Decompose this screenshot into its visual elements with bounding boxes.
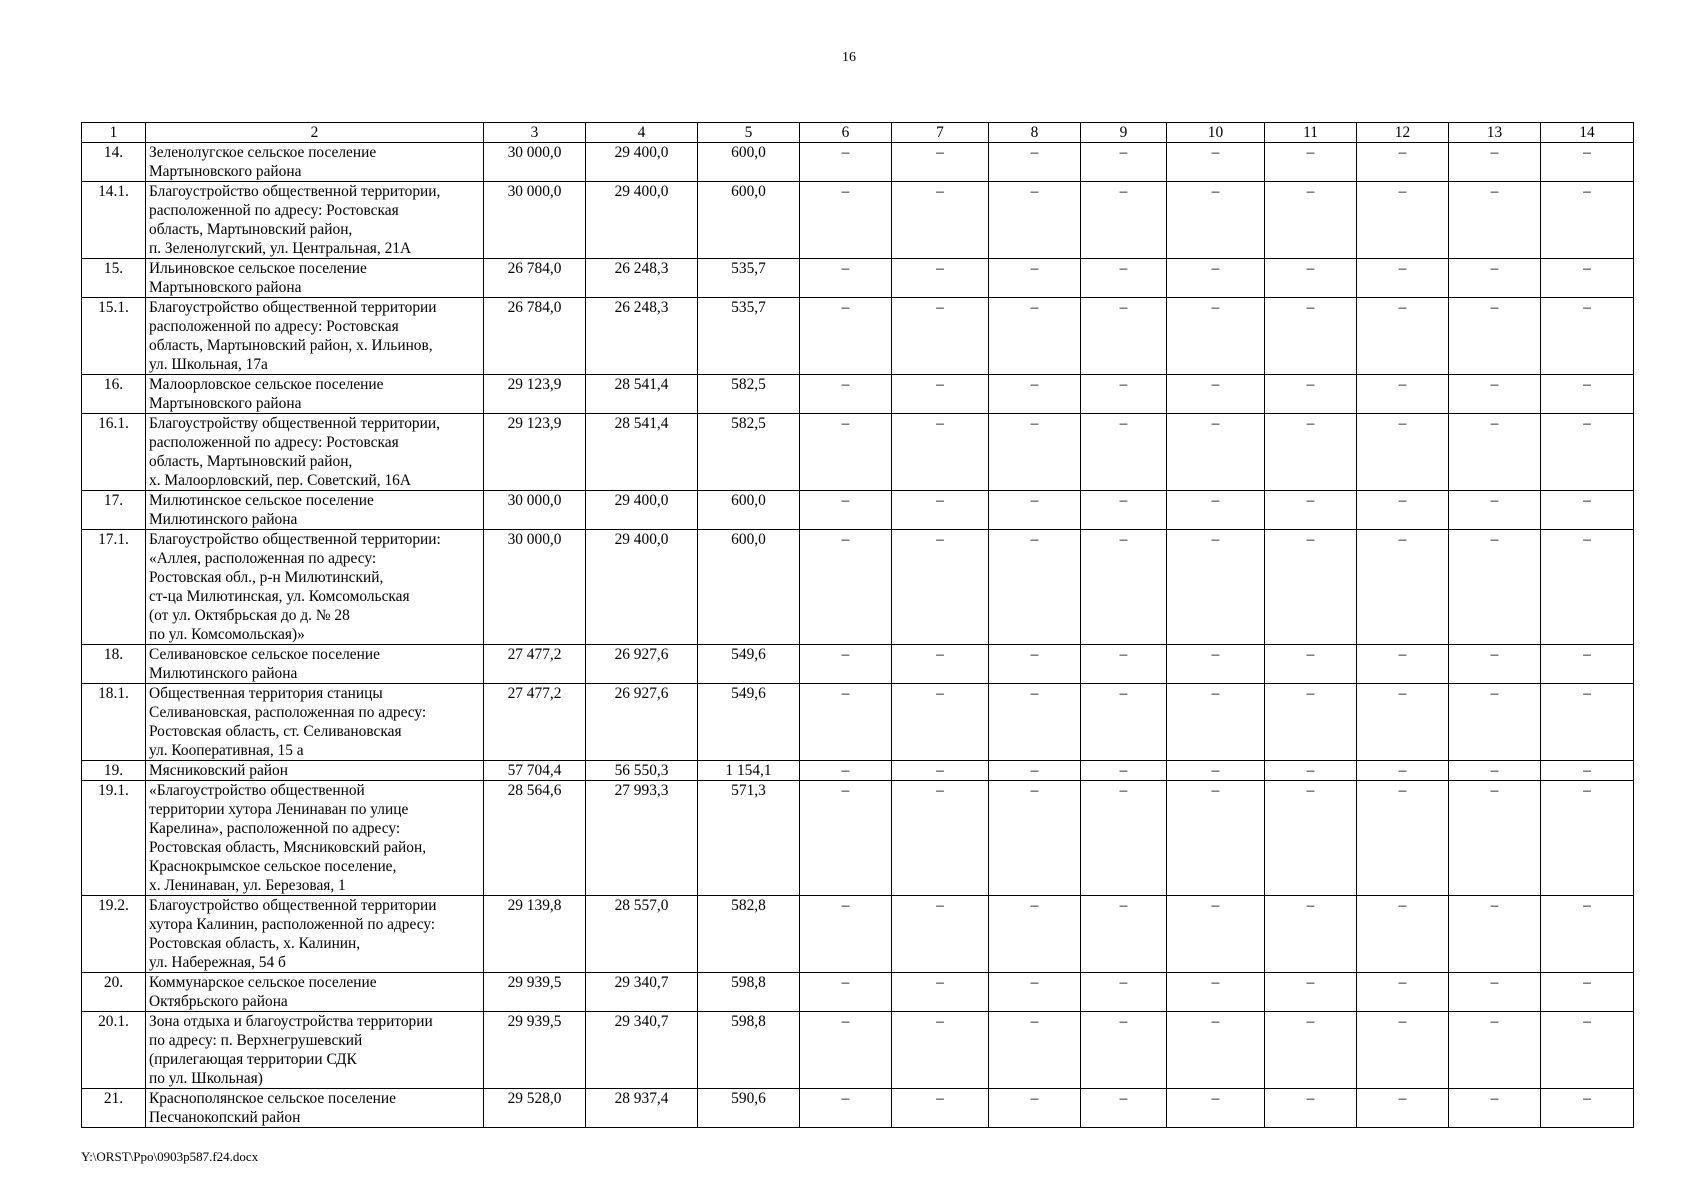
description-cell: «Благоустройство общественной территории хутора Ленинаван по улице Карелина», расположенной по адресу: Ростовская область, Мясниковский район, Краснокрымское сельское поселение, х. Ленинаван, ул. Березовая, 1 bbox=[146, 781, 484, 896]
column-header: 5 bbox=[698, 123, 800, 143]
empty-value-cell: – bbox=[1541, 1012, 1634, 1089]
empty-value-cell: – bbox=[892, 761, 989, 781]
empty-value-cell: – bbox=[1081, 1089, 1167, 1128]
amount-total-cell: 30 000,0 bbox=[484, 530, 586, 645]
amount-federal-cell: 26 927,6 bbox=[586, 645, 698, 684]
empty-value-cell: – bbox=[1167, 182, 1265, 259]
amount-total-cell: 29 939,5 bbox=[484, 1012, 586, 1089]
empty-value-cell: – bbox=[1167, 645, 1265, 684]
description-cell: Благоустройство общественной территории расположенной по адресу: Ростовская область, Мартыновский район, х. Ильинов, ул. Школьная, 17а bbox=[146, 298, 484, 375]
empty-value-cell: – bbox=[1449, 182, 1541, 259]
empty-value-cell: – bbox=[1265, 530, 1357, 645]
empty-value-cell: – bbox=[1081, 781, 1167, 896]
empty-value-cell: – bbox=[989, 973, 1081, 1012]
empty-value-cell: – bbox=[800, 973, 892, 1012]
empty-value-cell: – bbox=[1357, 761, 1449, 781]
empty-value-cell: – bbox=[1541, 259, 1634, 298]
empty-value-cell: – bbox=[800, 298, 892, 375]
empty-value-cell: – bbox=[1449, 491, 1541, 530]
empty-value-cell: – bbox=[1449, 414, 1541, 491]
column-header: 10 bbox=[1167, 123, 1265, 143]
column-header: 9 bbox=[1081, 123, 1167, 143]
empty-value-cell: – bbox=[800, 491, 892, 530]
empty-value-cell: – bbox=[892, 973, 989, 1012]
amount-regional-cell: 582,8 bbox=[698, 896, 800, 973]
empty-value-cell: – bbox=[1265, 182, 1357, 259]
amount-regional-cell: 600,0 bbox=[698, 491, 800, 530]
table-row bbox=[82, 259, 1634, 298]
amount-total-cell: 26 784,0 bbox=[484, 298, 586, 375]
empty-value-cell: – bbox=[1265, 973, 1357, 1012]
empty-value-cell: – bbox=[892, 491, 989, 530]
empty-value-cell: – bbox=[1449, 973, 1541, 1012]
empty-value-cell: – bbox=[1081, 375, 1167, 414]
empty-value-cell: – bbox=[1541, 684, 1634, 761]
empty-value-cell: – bbox=[800, 761, 892, 781]
empty-value-cell: – bbox=[1449, 684, 1541, 761]
description-cell: Благоустройство общественной территории: «Аллея, расположенная по адресу: Ростовская обл., р-н Милютинский, ст-ца Милютинская, ул. Комсомольская (от ул. Октябрьская до д. № 28 по ул. Комсомольская)» bbox=[146, 530, 484, 645]
amount-regional-cell: 600,0 bbox=[698, 182, 800, 259]
amount-regional-cell: 1 154,1 bbox=[698, 761, 800, 781]
budget-table bbox=[81, 122, 1634, 1128]
amount-regional-cell: 590,6 bbox=[698, 1089, 800, 1128]
amount-regional-cell: 571,3 bbox=[698, 781, 800, 896]
empty-value-cell: – bbox=[989, 375, 1081, 414]
empty-value-cell: – bbox=[989, 645, 1081, 684]
amount-regional-cell: 582,5 bbox=[698, 375, 800, 414]
empty-value-cell: – bbox=[1167, 298, 1265, 375]
empty-value-cell: – bbox=[1357, 259, 1449, 298]
row-number-cell: 17. bbox=[82, 491, 146, 530]
empty-value-cell: – bbox=[1357, 973, 1449, 1012]
column-header: 2 bbox=[146, 123, 484, 143]
empty-value-cell: – bbox=[1081, 259, 1167, 298]
empty-value-cell: – bbox=[1357, 684, 1449, 761]
file-path-footer: Y:\ORST\Ppo\0903p587.f24.docx bbox=[81, 1149, 259, 1164]
empty-value-cell: – bbox=[1167, 684, 1265, 761]
empty-value-cell: – bbox=[1541, 973, 1634, 1012]
description-cell: Благоустройству общественной территории, расположенной по адресу: Ростовская область, Мартыновский район, х. Малоорловский, пер. Советский, 16А bbox=[146, 414, 484, 491]
empty-value-cell: – bbox=[1081, 1012, 1167, 1089]
empty-value-cell: – bbox=[989, 896, 1081, 973]
empty-value-cell: – bbox=[989, 182, 1081, 259]
empty-value-cell: – bbox=[1081, 896, 1167, 973]
column-header: 8 bbox=[989, 123, 1081, 143]
empty-value-cell: – bbox=[989, 298, 1081, 375]
empty-value-cell: – bbox=[1167, 1012, 1265, 1089]
empty-value-cell: – bbox=[1081, 182, 1167, 259]
row-number-cell: 18. bbox=[82, 645, 146, 684]
empty-value-cell: – bbox=[1265, 259, 1357, 298]
table-row bbox=[82, 375, 1634, 414]
amount-federal-cell: 26 248,3 bbox=[586, 259, 698, 298]
empty-value-cell: – bbox=[1357, 530, 1449, 645]
empty-value-cell: – bbox=[892, 414, 989, 491]
empty-value-cell: – bbox=[1541, 375, 1634, 414]
empty-value-cell: – bbox=[1357, 298, 1449, 375]
empty-value-cell: – bbox=[1081, 298, 1167, 375]
empty-value-cell: – bbox=[1167, 491, 1265, 530]
empty-value-cell: – bbox=[989, 761, 1081, 781]
amount-regional-cell: 549,6 bbox=[698, 684, 800, 761]
empty-value-cell: – bbox=[1167, 414, 1265, 491]
empty-value-cell: – bbox=[1265, 143, 1357, 182]
empty-value-cell: – bbox=[1541, 761, 1634, 781]
amount-federal-cell: 28 541,4 bbox=[586, 414, 698, 491]
amount-total-cell: 57 704,4 bbox=[484, 761, 586, 781]
empty-value-cell: – bbox=[1167, 761, 1265, 781]
amount-federal-cell: 28 541,4 bbox=[586, 375, 698, 414]
amount-federal-cell: 56 550,3 bbox=[586, 761, 698, 781]
empty-value-cell: – bbox=[1449, 781, 1541, 896]
empty-value-cell: – bbox=[1081, 530, 1167, 645]
empty-value-cell: – bbox=[1541, 182, 1634, 259]
empty-value-cell: – bbox=[1265, 1089, 1357, 1128]
amount-regional-cell: 535,7 bbox=[698, 298, 800, 375]
amount-federal-cell: 29 400,0 bbox=[586, 143, 698, 182]
empty-value-cell: – bbox=[1541, 1089, 1634, 1128]
table-row bbox=[82, 491, 1634, 530]
empty-value-cell: – bbox=[800, 143, 892, 182]
empty-value-cell: – bbox=[1081, 684, 1167, 761]
table-row bbox=[82, 896, 1634, 973]
amount-federal-cell: 29 340,7 bbox=[586, 1012, 698, 1089]
empty-value-cell: – bbox=[1167, 143, 1265, 182]
amount-regional-cell: 582,5 bbox=[698, 414, 800, 491]
empty-value-cell: – bbox=[1357, 375, 1449, 414]
empty-value-cell: – bbox=[1541, 491, 1634, 530]
description-cell: Краснополянское сельское поселение Песчанокопский район bbox=[146, 1089, 484, 1128]
empty-value-cell: – bbox=[892, 259, 989, 298]
empty-value-cell: – bbox=[1357, 1089, 1449, 1128]
table-row bbox=[82, 414, 1634, 491]
empty-value-cell: – bbox=[1167, 973, 1265, 1012]
empty-value-cell: – bbox=[892, 530, 989, 645]
amount-total-cell: 27 477,2 bbox=[484, 645, 586, 684]
table-row bbox=[82, 1089, 1634, 1128]
empty-value-cell: – bbox=[1167, 896, 1265, 973]
empty-value-cell: – bbox=[1081, 645, 1167, 684]
amount-regional-cell: 600,0 bbox=[698, 530, 800, 645]
empty-value-cell: – bbox=[1541, 414, 1634, 491]
table-row bbox=[82, 143, 1634, 182]
empty-value-cell: – bbox=[1357, 414, 1449, 491]
empty-value-cell: – bbox=[989, 143, 1081, 182]
amount-total-cell: 29 123,9 bbox=[484, 414, 586, 491]
empty-value-cell: – bbox=[989, 1012, 1081, 1089]
empty-value-cell: – bbox=[892, 896, 989, 973]
empty-value-cell: – bbox=[1357, 781, 1449, 896]
description-cell: Благоустройство общественной территории, расположенной по адресу: Ростовская область, Мартыновский район, п. Зеленолугский, ул. Центральная, 21А bbox=[146, 182, 484, 259]
amount-federal-cell: 29 400,0 bbox=[586, 182, 698, 259]
description-cell: Ильиновское сельское поселение Мартыновского района bbox=[146, 259, 484, 298]
description-cell: Малоорловское сельское поселение Мартыновского района bbox=[146, 375, 484, 414]
empty-value-cell: – bbox=[800, 530, 892, 645]
description-cell: Мясниковский район bbox=[146, 761, 484, 781]
amount-total-cell: 29 139,8 bbox=[484, 896, 586, 973]
column-header: 14 bbox=[1541, 123, 1634, 143]
row-number-cell: 14.1. bbox=[82, 182, 146, 259]
description-cell: Милютинское сельское поселение Милютинского района bbox=[146, 491, 484, 530]
amount-federal-cell: 29 400,0 bbox=[586, 530, 698, 645]
empty-value-cell: – bbox=[1357, 896, 1449, 973]
row-number-cell: 14. bbox=[82, 143, 146, 182]
empty-value-cell: – bbox=[800, 1089, 892, 1128]
description-cell: Общественная территория станицы Селивановская, расположенная по адресу: Ростовская область, ст. Селивановская ул. Кооперативная, 15 а bbox=[146, 684, 484, 761]
table-row bbox=[82, 298, 1634, 375]
empty-value-cell: – bbox=[1081, 491, 1167, 530]
description-cell: Зона отдыха и благоустройства территории по адресу: п. Верхнегрушевский (прилегающая территории СДК по ул. Школьная) bbox=[146, 1012, 484, 1089]
empty-value-cell: – bbox=[1449, 1012, 1541, 1089]
empty-value-cell: – bbox=[989, 259, 1081, 298]
description-cell: Зеленолугское сельское поселение Мартыновского района bbox=[146, 143, 484, 182]
empty-value-cell: – bbox=[1265, 375, 1357, 414]
amount-total-cell: 30 000,0 bbox=[484, 182, 586, 259]
empty-value-cell: – bbox=[1449, 1089, 1541, 1128]
empty-value-cell: – bbox=[1449, 645, 1541, 684]
amount-federal-cell: 29 340,7 bbox=[586, 973, 698, 1012]
description-cell: Селивановское сельское поселение Милютинского района bbox=[146, 645, 484, 684]
empty-value-cell: – bbox=[1167, 781, 1265, 896]
amount-total-cell: 28 564,6 bbox=[484, 781, 586, 896]
description-cell: Коммунарское сельское поселение Октябрьского района bbox=[146, 973, 484, 1012]
table-row bbox=[82, 182, 1634, 259]
empty-value-cell: – bbox=[1167, 259, 1265, 298]
column-header: 1 bbox=[82, 123, 146, 143]
empty-value-cell: – bbox=[1167, 1089, 1265, 1128]
amount-regional-cell: 598,8 bbox=[698, 973, 800, 1012]
column-number-row bbox=[82, 123, 1634, 143]
amount-federal-cell: 27 993,3 bbox=[586, 781, 698, 896]
empty-value-cell: – bbox=[989, 530, 1081, 645]
empty-value-cell: – bbox=[892, 645, 989, 684]
empty-value-cell: – bbox=[892, 375, 989, 414]
amount-federal-cell: 26 248,3 bbox=[586, 298, 698, 375]
empty-value-cell: – bbox=[1541, 645, 1634, 684]
empty-value-cell: – bbox=[989, 1089, 1081, 1128]
table-row bbox=[82, 530, 1634, 645]
empty-value-cell: – bbox=[1167, 530, 1265, 645]
amount-total-cell: 30 000,0 bbox=[484, 491, 586, 530]
empty-value-cell: – bbox=[1541, 530, 1634, 645]
table-row bbox=[82, 684, 1634, 761]
amount-total-cell: 30 000,0 bbox=[484, 143, 586, 182]
empty-value-cell: – bbox=[1081, 973, 1167, 1012]
empty-value-cell: – bbox=[800, 259, 892, 298]
amount-federal-cell: 28 557,0 bbox=[586, 896, 698, 973]
column-header: 11 bbox=[1265, 123, 1357, 143]
empty-value-cell: – bbox=[1541, 781, 1634, 896]
empty-value-cell: – bbox=[1167, 375, 1265, 414]
empty-value-cell: – bbox=[989, 414, 1081, 491]
empty-value-cell: – bbox=[1357, 182, 1449, 259]
empty-value-cell: – bbox=[892, 684, 989, 761]
row-number-cell: 16.1. bbox=[82, 414, 146, 491]
empty-value-cell: – bbox=[892, 182, 989, 259]
empty-value-cell: – bbox=[1265, 896, 1357, 973]
amount-federal-cell: 29 400,0 bbox=[586, 491, 698, 530]
empty-value-cell: – bbox=[800, 375, 892, 414]
amount-federal-cell: 28 937,4 bbox=[586, 1089, 698, 1128]
empty-value-cell: – bbox=[1449, 298, 1541, 375]
empty-value-cell: – bbox=[1081, 761, 1167, 781]
row-number-cell: 19.2. bbox=[82, 896, 146, 973]
amount-total-cell: 27 477,2 bbox=[484, 684, 586, 761]
amount-total-cell: 29 123,9 bbox=[484, 375, 586, 414]
empty-value-cell: – bbox=[989, 684, 1081, 761]
empty-value-cell: – bbox=[1265, 1012, 1357, 1089]
empty-value-cell: – bbox=[800, 781, 892, 896]
table-row bbox=[82, 645, 1634, 684]
description-cell: Благоустройство общественной территории хутора Калинин, расположенной по адресу: Ростовская область, х. Калинин, ул. Набережная, 54 б bbox=[146, 896, 484, 973]
column-header: 3 bbox=[484, 123, 586, 143]
empty-value-cell: – bbox=[892, 298, 989, 375]
empty-value-cell: – bbox=[1541, 896, 1634, 973]
empty-value-cell: – bbox=[1265, 684, 1357, 761]
amount-total-cell: 26 784,0 bbox=[484, 259, 586, 298]
amount-regional-cell: 549,6 bbox=[698, 645, 800, 684]
empty-value-cell: – bbox=[1265, 298, 1357, 375]
empty-value-cell: – bbox=[800, 684, 892, 761]
empty-value-cell: – bbox=[1449, 761, 1541, 781]
row-number-cell: 15.1. bbox=[82, 298, 146, 375]
empty-value-cell: – bbox=[1081, 414, 1167, 491]
amount-total-cell: 29 528,0 bbox=[484, 1089, 586, 1128]
amount-total-cell: 29 939,5 bbox=[484, 973, 586, 1012]
row-number-cell: 18.1. bbox=[82, 684, 146, 761]
amount-federal-cell: 26 927,6 bbox=[586, 684, 698, 761]
empty-value-cell: – bbox=[989, 491, 1081, 530]
empty-value-cell: – bbox=[892, 143, 989, 182]
empty-value-cell: – bbox=[1357, 143, 1449, 182]
empty-value-cell: – bbox=[1449, 259, 1541, 298]
empty-value-cell: – bbox=[800, 1012, 892, 1089]
empty-value-cell: – bbox=[800, 414, 892, 491]
empty-value-cell: – bbox=[1265, 414, 1357, 491]
column-header: 6 bbox=[800, 123, 892, 143]
empty-value-cell: – bbox=[1449, 143, 1541, 182]
empty-value-cell: – bbox=[1449, 530, 1541, 645]
empty-value-cell: – bbox=[892, 781, 989, 896]
table-row bbox=[82, 761, 1634, 781]
empty-value-cell: – bbox=[1265, 761, 1357, 781]
table-row bbox=[82, 781, 1634, 896]
empty-value-cell: – bbox=[1357, 1012, 1449, 1089]
empty-value-cell: – bbox=[1265, 781, 1357, 896]
column-header: 13 bbox=[1449, 123, 1541, 143]
table-row bbox=[82, 1012, 1634, 1089]
empty-value-cell: – bbox=[1357, 645, 1449, 684]
column-header: 12 bbox=[1357, 123, 1449, 143]
empty-value-cell: – bbox=[892, 1089, 989, 1128]
amount-regional-cell: 535,7 bbox=[698, 259, 800, 298]
empty-value-cell: – bbox=[989, 781, 1081, 896]
row-number-cell: 16. bbox=[82, 375, 146, 414]
amount-regional-cell: 598,8 bbox=[698, 1012, 800, 1089]
empty-value-cell: – bbox=[1449, 896, 1541, 973]
empty-value-cell: – bbox=[1449, 375, 1541, 414]
column-header: 4 bbox=[586, 123, 698, 143]
empty-value-cell: – bbox=[1081, 143, 1167, 182]
empty-value-cell: – bbox=[892, 1012, 989, 1089]
row-number-cell: 21. bbox=[82, 1089, 146, 1128]
row-number-cell: 17.1. bbox=[82, 530, 146, 645]
table-row bbox=[82, 973, 1634, 1012]
amount-regional-cell: 600,0 bbox=[698, 143, 800, 182]
empty-value-cell: – bbox=[800, 896, 892, 973]
empty-value-cell: – bbox=[1265, 645, 1357, 684]
empty-value-cell: – bbox=[1541, 298, 1634, 375]
row-number-cell: 19. bbox=[82, 761, 146, 781]
row-number-cell: 15. bbox=[82, 259, 146, 298]
empty-value-cell: – bbox=[800, 182, 892, 259]
empty-value-cell: – bbox=[1357, 491, 1449, 530]
empty-value-cell: – bbox=[800, 645, 892, 684]
page-number: 16 bbox=[842, 50, 856, 65]
row-number-cell: 20.1. bbox=[82, 1012, 146, 1089]
empty-value-cell: – bbox=[1541, 143, 1634, 182]
column-header: 7 bbox=[892, 123, 989, 143]
empty-value-cell: – bbox=[1265, 491, 1357, 530]
row-number-cell: 19.1. bbox=[82, 781, 146, 896]
row-number-cell: 20. bbox=[82, 973, 146, 1012]
